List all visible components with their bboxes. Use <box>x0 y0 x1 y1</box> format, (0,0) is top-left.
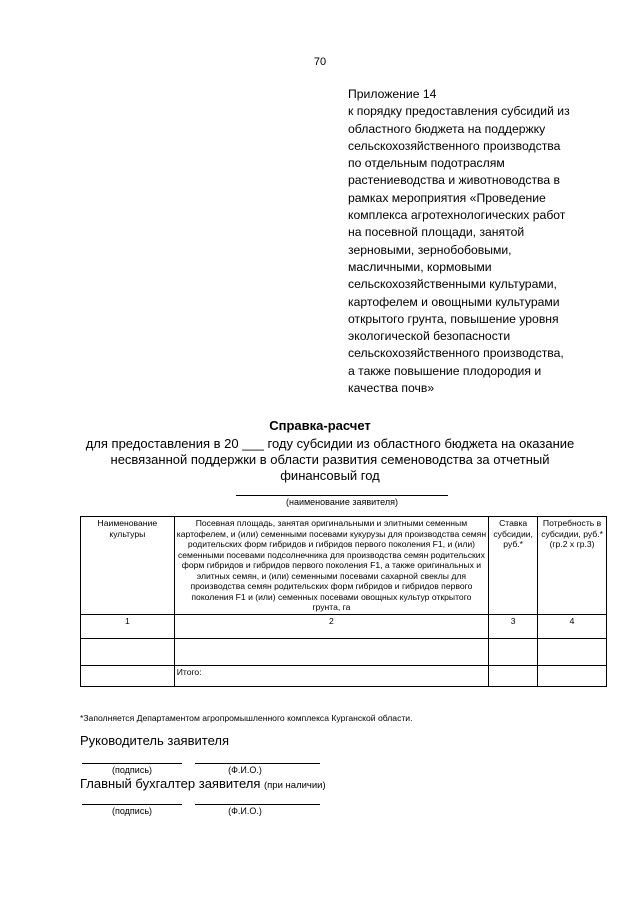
head-signature-title: Руководитель заявителя <box>80 733 229 748</box>
appendix-line: рамках мероприятия «Проведение <box>348 190 546 205</box>
appendix-line: экологической безопасности <box>348 329 511 344</box>
header-sown-area: Посевная площадь, занятая оригинальными и элитными семенным картофелем, и (или) семенными посевами кукурузы для производства семян родительских форм гибридов и гибридов первого поколения F1, и (или) семенными посевами подсолнечника для производства семян родительских форм гибридов и гибридов первого поколения F1, а также оригинальных и элитных семян, и (или) семенными посевами сахарной свеклы для производства семян родительских форм гибридов и гибридов первого поколения F1 и (или) семенных посевами овощных культур открытого грунта, га <box>174 517 488 615</box>
appendix-title: Приложение 14 <box>348 87 437 101</box>
appendix-line: по отдельным подотраслям <box>348 156 505 171</box>
accountant-signature-line <box>82 804 182 805</box>
appendix-line: картофелем и овощными культурами <box>348 294 560 309</box>
head-signature-line <box>82 763 182 764</box>
appendix-line: комплекса агротехнологических работ <box>348 208 566 223</box>
footnote: *Заполняется Департаментом агропромышленного комплекса Курганской области. <box>80 713 413 723</box>
appendix-line: растениеводства и животноводства в <box>348 173 561 188</box>
accountant-name-line <box>195 804 320 805</box>
column-number: 3 <box>489 614 538 638</box>
applicant-name-line <box>236 495 448 496</box>
appendix-line: сельскохозяйственного производства, <box>348 346 564 361</box>
total-row <box>81 665 607 686</box>
appendix-line: областного бюджета на поддержку <box>348 121 546 136</box>
column-number: 1 <box>81 614 175 638</box>
header-subsidy-rate: Ставка субсидии, руб.* <box>489 517 538 615</box>
appendix-block <box>348 86 613 397</box>
table-cell[interactable] <box>81 638 175 665</box>
document-subtitle <box>70 436 590 484</box>
appendix-line: а также повышение плодородия и <box>348 363 542 378</box>
accountant-signature-caption: (подпись) <box>111 806 153 816</box>
appendix-line: сельскохозяйственного производства <box>348 138 561 153</box>
appendix-line: на посевной площади, занятой <box>348 225 525 240</box>
header-crop-name: Наименование культуры <box>81 517 175 615</box>
accountant-note: (при наличии) <box>264 780 326 791</box>
calculation-table <box>80 516 607 687</box>
subtitle-line: несвязанной поддержки в области развития семеноводства за отчетный <box>110 452 550 467</box>
appendix-line: сельскохозяйственными культурами, <box>348 277 557 292</box>
table-cell[interactable] <box>489 638 538 665</box>
subtitle-line: финансовый год <box>280 468 380 483</box>
appendix-line: зерновыми, зернобобовыми, <box>348 242 512 257</box>
accountant-title-text: Главный бухгалтер заявителя <box>80 776 261 791</box>
table-cell[interactable] <box>489 665 538 686</box>
table-cell[interactable] <box>538 638 607 665</box>
applicant-caption: (наименование заявителя) <box>285 497 399 507</box>
accountant-name-caption: (Ф.И.О.) <box>228 806 262 816</box>
column-number: 2 <box>174 614 488 638</box>
table-row <box>81 614 607 638</box>
appendix-line: качества почв» <box>348 381 435 396</box>
subtitle-line: для предоставления в 20 ___ году субсидии из областного бюджета на оказание <box>85 436 575 451</box>
accountant-signature-title <box>80 776 326 791</box>
total-label: Итого: <box>174 665 488 686</box>
table-cell[interactable] <box>538 665 607 686</box>
document-title: Справка-расчет <box>269 418 371 433</box>
appendix-line: открытого грунта, повышение уровня <box>348 311 559 326</box>
header-subsidy-need: Потребность в субсидии, руб.* (гр.2 x гр.3) <box>538 517 607 615</box>
head-name-caption: (Ф.И.О.) <box>228 765 262 775</box>
head-name-line <box>195 763 320 764</box>
appendix-line: масличными, кормовыми <box>348 259 492 274</box>
page-number: 70 <box>313 56 327 68</box>
appendix-line: к порядку предоставления субсидий из <box>348 104 570 119</box>
table-cell <box>81 665 175 686</box>
table-header-row <box>81 517 607 615</box>
table-row <box>81 638 607 665</box>
head-signature-caption: (подпись) <box>111 765 153 775</box>
column-number: 4 <box>538 614 607 638</box>
table-cell[interactable] <box>174 638 488 665</box>
